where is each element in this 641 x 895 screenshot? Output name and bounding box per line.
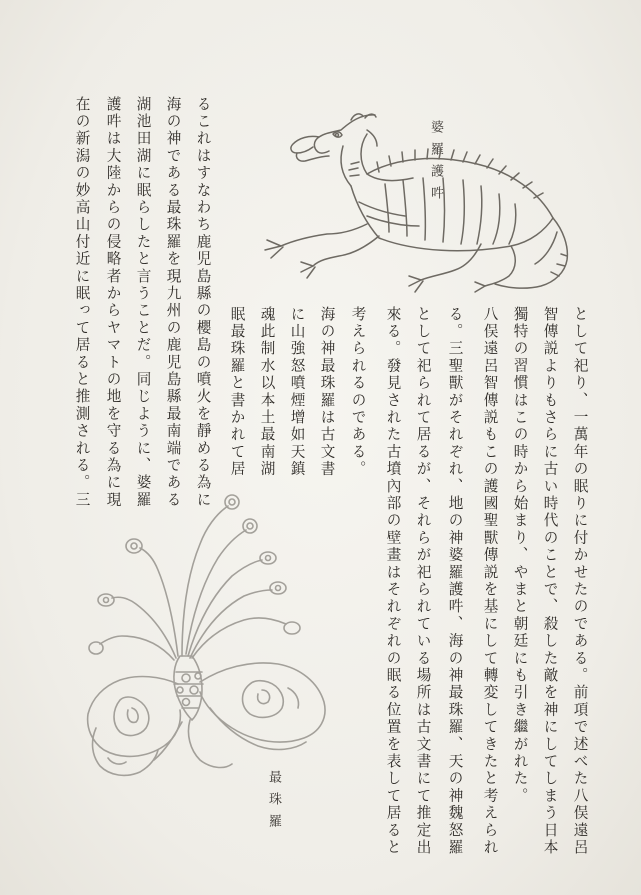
text-column: るこれはすなわち鹿児島縣の櫻島の噴火を靜める為に: [194, 96, 212, 509]
text-column: 湖池田湖に眠らしたと言うことだ。同じように、婆羅: [134, 96, 152, 509]
text-column: 魂此制水以本土最南湖: [258, 306, 276, 478]
butterfly-caption: 最珠羅: [266, 770, 281, 836]
text-column: 八俣遠呂智傳説もこの護國聖獸傳説を基にして轉変してきたと考えられ: [481, 306, 499, 857]
text-column: として祀り、一萬年の眠りに付かせたのである。前項で述べた八俣遠呂: [571, 306, 589, 857]
text-column: 考えられるのである。: [349, 306, 367, 478]
dragon-caption: 婆羅護吽: [428, 120, 443, 208]
text-column: 護吽は大陸からの侵略者からヤマトの地を守る為に現: [104, 96, 122, 509]
text-column: として祀られて居るが、それらが祀られている場所は古文書にて推定出: [414, 306, 432, 857]
text-column: 海の神である最珠羅を現九州の鹿児島縣最南端である: [164, 96, 182, 509]
dragon-illustration: [255, 106, 575, 296]
text-column: 海の神最珠羅は古文書: [318, 306, 336, 478]
text-column: 眠最珠羅と書かれて居: [228, 306, 246, 478]
text-column: 獨特の習慣はこの時から始まり、やまと朝廷にも引き繼がれた。: [511, 306, 529, 805]
text-column: 在の新潟の妙高山付近に眠って居ると推測される。三: [73, 96, 91, 509]
text-column: 智傳説よりもさらに古い時代のことで、殺した敵を神にしてしまう日本: [541, 306, 559, 857]
butterfly-illustration: [82, 488, 332, 808]
text-column: に山強怒噴煙增如天鎮: [288, 306, 306, 478]
text-column: 來る。發見された古墳內部の壁畫はそれぞれの眠る位置を表して居ると: [384, 306, 402, 857]
text-column: る。三聖獸がそれぞれ、地の神婆羅護吽、海の神最珠羅、天の神魏怒羅: [446, 306, 464, 857]
